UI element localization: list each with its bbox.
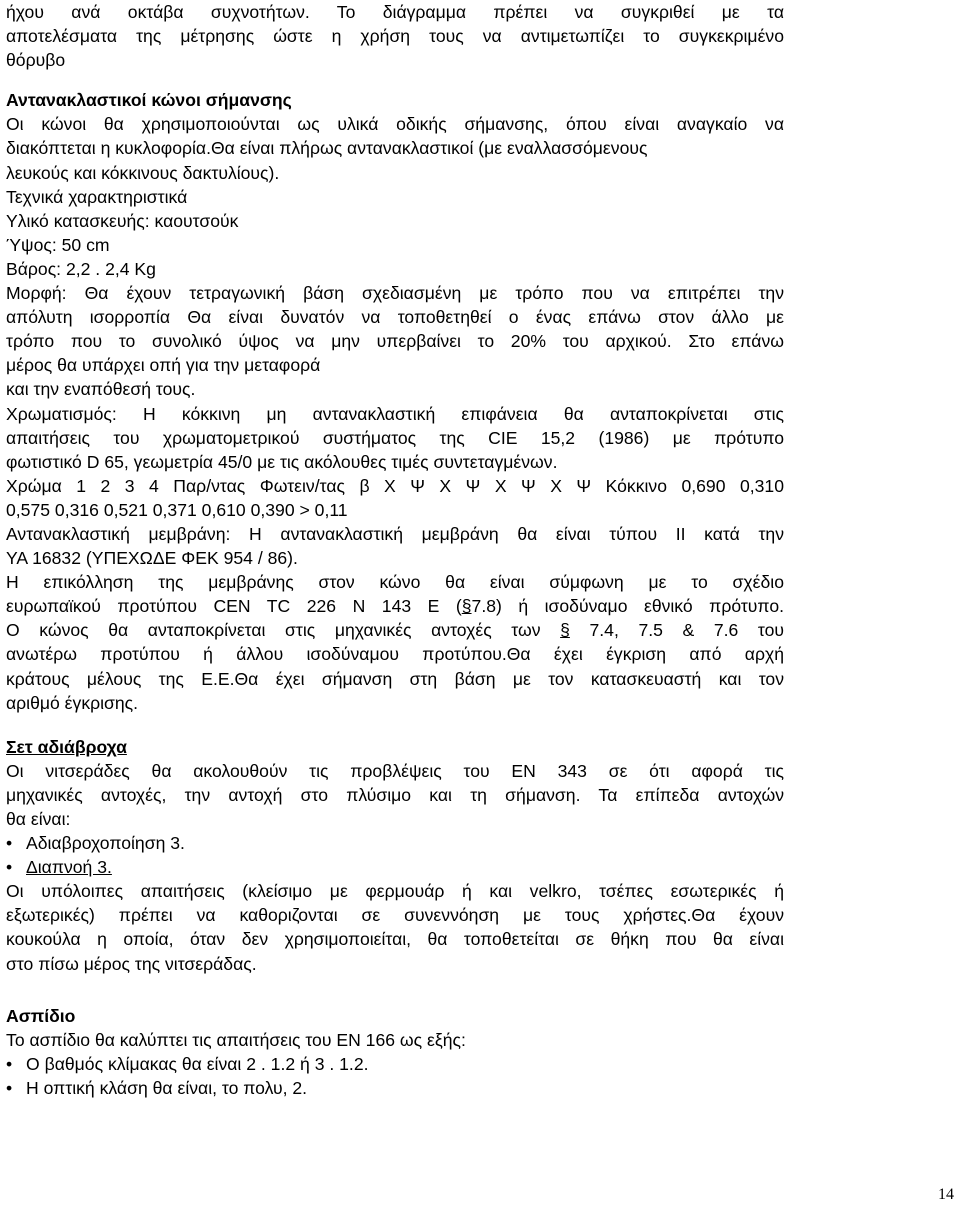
list-item [6,855,784,879]
list-item-label: Διαπνοή 3. [26,857,112,878]
list-item-label: Αδιαβροχοποίηση 3. [26,833,185,854]
body-text-line: ανωτέρω προτύπου ή άλλου ισοδύναμου προτύπου.Θα έχει έγκριση από αρχή [6,644,784,665]
section-heading-rain-set: Σετ αδιάβροχα [6,736,127,757]
body-text-line: Η επικόλληση της μεμβράνης στον κώνο θα είναι σύμφωνη με το σχέδιο [6,572,784,593]
body-text-line: διακόπτεται η κυκλοφορία.Θα είναι πλήρως αντανακλαστικοί (με εναλλασσόμενους [6,138,648,159]
text-fragment: ευρωπαϊκού προτύπου CEN TC 226 N 143 E ( [6,596,462,617]
body-text-line: φωτιστικό D 65, γεωμετρία 45/0 με τις ακόλουθες τιμές συντεταγμένων. [6,451,558,472]
body-text-line: τρόπο που το συνολικό ύψος να μην υπερβαίνει το 20% του αρχικού. Στο επάνω [6,331,784,352]
spec-height: Ύψος: 50 cm [6,234,110,255]
section-heading-cones: Αντανακλαστικοί κώνοι σήμανσης [6,90,292,111]
body-text-line: θα είναι: [6,809,71,829]
document-page [6,0,784,1100]
body-text-line: αποτελέσματα της μέτρησης ώστε η χρήση τους να αντιμετωπίζει το συγκεκριμένο [6,26,784,47]
body-text-line: Αντανακλαστική μεμβράνη: Η αντανακλαστική μεμβράνη θα είναι τύπου ΙΙ κατά την [6,523,784,544]
section-symbol: § [461,596,472,617]
subheading-technical-specs: Τεχνικά χαρακτηριστικά [6,186,188,207]
list-item-label: Ο βαθμός κλίμακας θα είναι 2 . 1.2 ή 3 . 1.2. [26,1053,369,1074]
body-text-line [6,618,784,642]
page-number: 14 [938,1186,954,1203]
section-heading-shield: Ασπίδιο [6,1005,76,1026]
body-text-line: εξωτερικές) πρέπει να καθοριζονται σε συνεννόηση με τους χρήστες.Θα έχουν [6,905,784,926]
text-fragment: Ο κώνος θα ανταποκρίνεται στις μηχανικές αντοχές των [6,620,561,641]
body-text-line: Οι νιτσεράδες θα ακολουθούν τις προβλέψεις του EN 343 σε ότι αφορά τις [6,760,784,781]
list-item-label: Η οπτική κλάση θα είναι, το πολυ, 2. [26,1077,308,1098]
body-text-line: μηχανικές αντοχές, την αντοχή στο πλύσιμο και τη σήμανση. Τα επίπεδα αντοχών [6,784,784,805]
body-text-line: στο πίσω μέρος της νιτσεράδας. [6,953,257,974]
body-text-line: κουκούλα η οποία, όταν δεν χρησιμοποιείται, θα τοποθετείται σε θήκη που θα είναι [6,929,784,950]
text-fragment: 7.8) ή ισοδύναμο εθνικό πρότυπο. [471,596,784,617]
body-text-line: αριθμό έγκρισης. [6,692,139,713]
list-item [6,831,784,855]
text-fragment: 7.4, 7.5 & 7.6 του [569,620,784,641]
body-text-line: θόρυβο [6,50,66,71]
body-text-line: 0,575 0,316 0,521 0,371 0,610 0,390 > 0,11 [6,499,348,520]
paragraph-gap [6,976,784,1000]
spec-weight: Βάρος: 2,2 . 2,4 Kg [6,258,156,279]
body-text-line: κράτους μέλους της Ε.Ε.Θα έχει σήμανση στη βάση με τον κατασκευαστή και τον [6,668,784,689]
body-text-line: απαιτήσεις του χρωματομετρικού συστήματος της CIE 15,2 (1986) με πρότυπο [6,427,784,448]
list-item [6,1052,784,1076]
body-text-line: απόλυτη ισορροπία Θα είναι δυνατόν να τοποθετηθεί ο ένας επάνω στον άλλο με [6,307,784,328]
bullet-icon: • [6,833,13,854]
bullet-icon: • [6,1053,13,1074]
body-text-line [6,594,784,618]
body-text-line: μέρος θα υπάρχει οπή για την μεταφορά [6,355,321,376]
body-text-line: ήχου ανά οκτάβα συχνοτήτων. Το διάγραμμα πρέπει να συγκριθεί με τα [6,2,784,22]
body-text-line: Οι υπόλοιπες απαιτήσεις (κλείσιμο με φερμουάρ ή και velkro, τσέπες εσωτερικές ή [6,881,784,902]
body-text-line: λευκούς και κόκκινους δακτυλίους). [6,162,280,183]
bullet-icon: • [6,1077,13,1098]
body-text-line: Μορφή: Θα έχουν τετραγωνική βάση σχεδιασμένη με τρόπο που να επιτρέπει την [6,283,784,304]
body-text-line: ΥΑ 16832 (ΥΠΕΧΩΔΕ ΦΕΚ 954 / 86). [6,548,298,569]
body-text-line: και την εναπόθεσή τους. [6,379,196,400]
spec-material: Υλικό κατασκευής: καουτσούκ [6,210,239,231]
section-symbol: § [560,620,570,641]
body-text-line: Χρώμα 1 2 3 4 Παρ/ντας Φωτειν/τας β Χ Ψ Χ Ψ Χ Ψ Χ Ψ Κόκκινο 0,690 0,310 [6,475,784,496]
body-text-line: Χρωματισμός: Η κόκκινη μη αντανακλαστική επιφάνεια θα ανταποκρίνεται στις [6,403,784,424]
body-text-line: Οι κώνοι θα χρησιμοποιούνται ως υλικά οδικής σήμανσης, όπου είναι αναγκαίο να [6,114,784,135]
bullet-icon: • [6,857,13,878]
body-text-line: Το ασπίδιο θα καλύπτει τις απαιτήσεις του EN 166 ως εξής: [6,1029,466,1050]
list-item [6,1076,784,1100]
